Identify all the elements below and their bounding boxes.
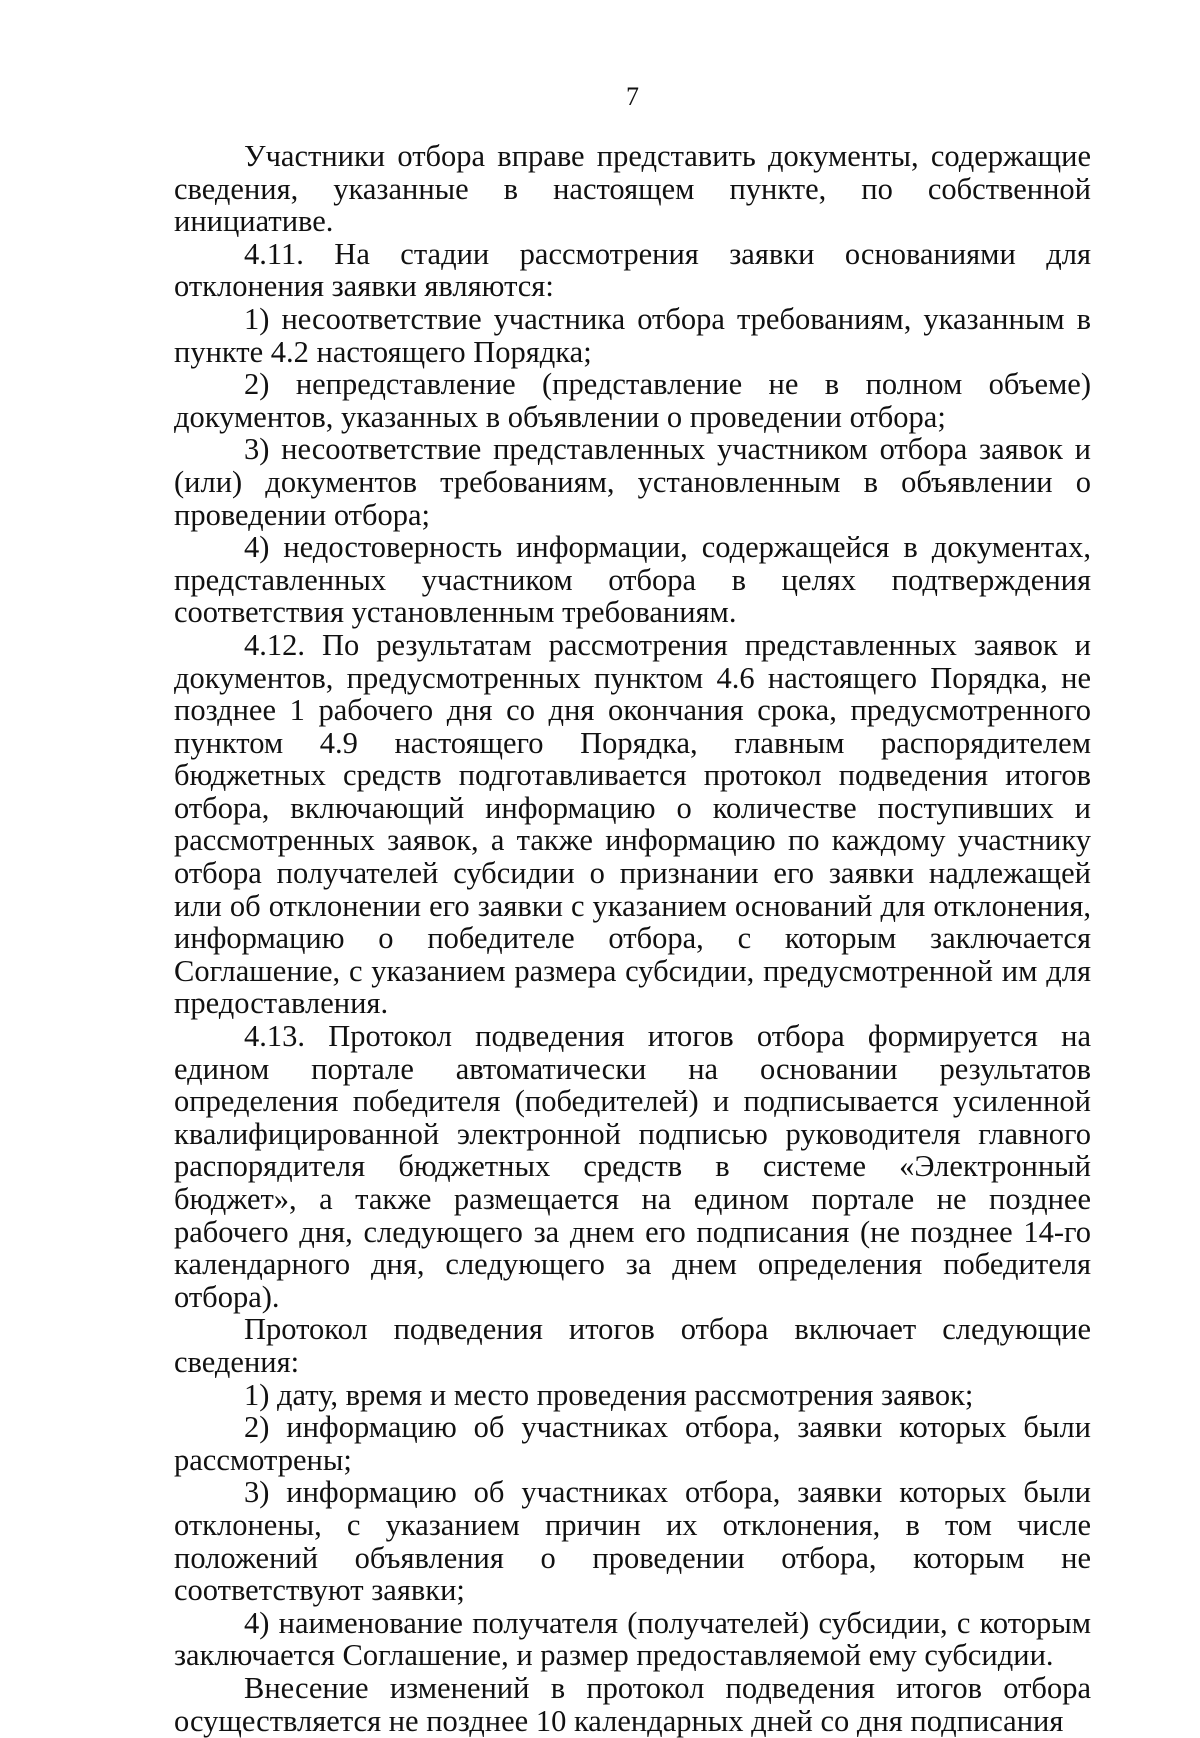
list-item-rejection-2: 2) непредставление (представление не в полном объеме) документов, указанных в объявлении о проведении отбора; (174, 367, 1091, 434)
paragraph-4-13: 4.13. Протокол подведения итогов отбора формируется на едином портале автоматически на основании результатов определения победителя (победителей) и подписывается усиленной квалифицированной электронной подписью руководителя главного распорядителя бюджетных средств в системе «Электронный бюджет», а также размещается на едином портале не позднее рабочего дня, следующего за днем его подписания (не позднее 14-го календарного дня, следующего за днем определения победителя отбора). (174, 1019, 1091, 1314)
list-item-rejection-1: 1) несоответствие участника отбора требованиям, указанным в пункте 4.2 настоящего Порядка; (174, 301, 1091, 369)
list-item-rejection-4: 4) недостоверность информации, содержащейся в документах, представленных участником отбора в целях подтверждения соответствия установленным требованиям. (174, 530, 1091, 630)
list-item-protocol-2: 2) информацию об участниках отбора, заявки которых были рассмотрены; (174, 1410, 1091, 1477)
paragraph-4-11: 4.11. На стадии рассмотрения заявки основаниями для отклонения заявки являются: (174, 236, 1091, 304)
list-item-protocol-4: 4) наименование получателя (получателей) субсидии, с которым заключается Соглашение, и размер предоставляемой ему субсидии. (174, 1605, 1091, 1673)
paragraph-protocol-contents: Протокол подведения итогов отбора включает следующие сведения: (174, 1312, 1091, 1379)
page-number: 7 (626, 82, 639, 111)
list-item-protocol-3: 3) информацию об участниках отбора, заявки которых были отклонены, с указанием причин их отклонения, в том числе положений объявления о проведении отбора, которым не соответствуют заявки; (174, 1475, 1091, 1608)
list-item-protocol-1: 1) дату, время и место проведения рассмотрения заявок; (244, 1377, 974, 1412)
paragraph-participants-right: Участники отбора вправе представить документы, содержащие сведения, указанные в настоящем пункте, по собственной инициативе. (174, 139, 1091, 239)
paragraph-protocol-changes: Внесение изменений в протокол подведения итогов отбора осуществляется не позднее 10 календарных дней со дня подписания (174, 1670, 1091, 1738)
list-item-rejection-3: 3) несоответствие представленных участником отбора заявок и (или) документов требованиям, установленным в объявлении о проведении отбора; (174, 432, 1091, 532)
paragraph-4-12: 4.12. По результатам рассмотрения представленных заявок и документов, предусмотренных пунктом 4.6 настоящего Порядка, не позднее 1 рабочего дня со дня окончания срока, предусмотренного пунктом 4.9 настоящего Порядка, главным распорядителем бюджетных средств подготавливается протокол подведения итогов отбора, включающий информацию о количестве поступивших и рассмотренных заявок, а также информацию по каждому участнику отбора получателей субсидии о признании его заявки надлежащей или об отклонении его заявки с указанием оснований для отклонения, информацию о победителе отбора, с которым заключается Соглашение, с указанием размера субсидии, предусмотренной им для предоставления. (174, 627, 1091, 1021)
document-body (174, 140, 1091, 1737)
